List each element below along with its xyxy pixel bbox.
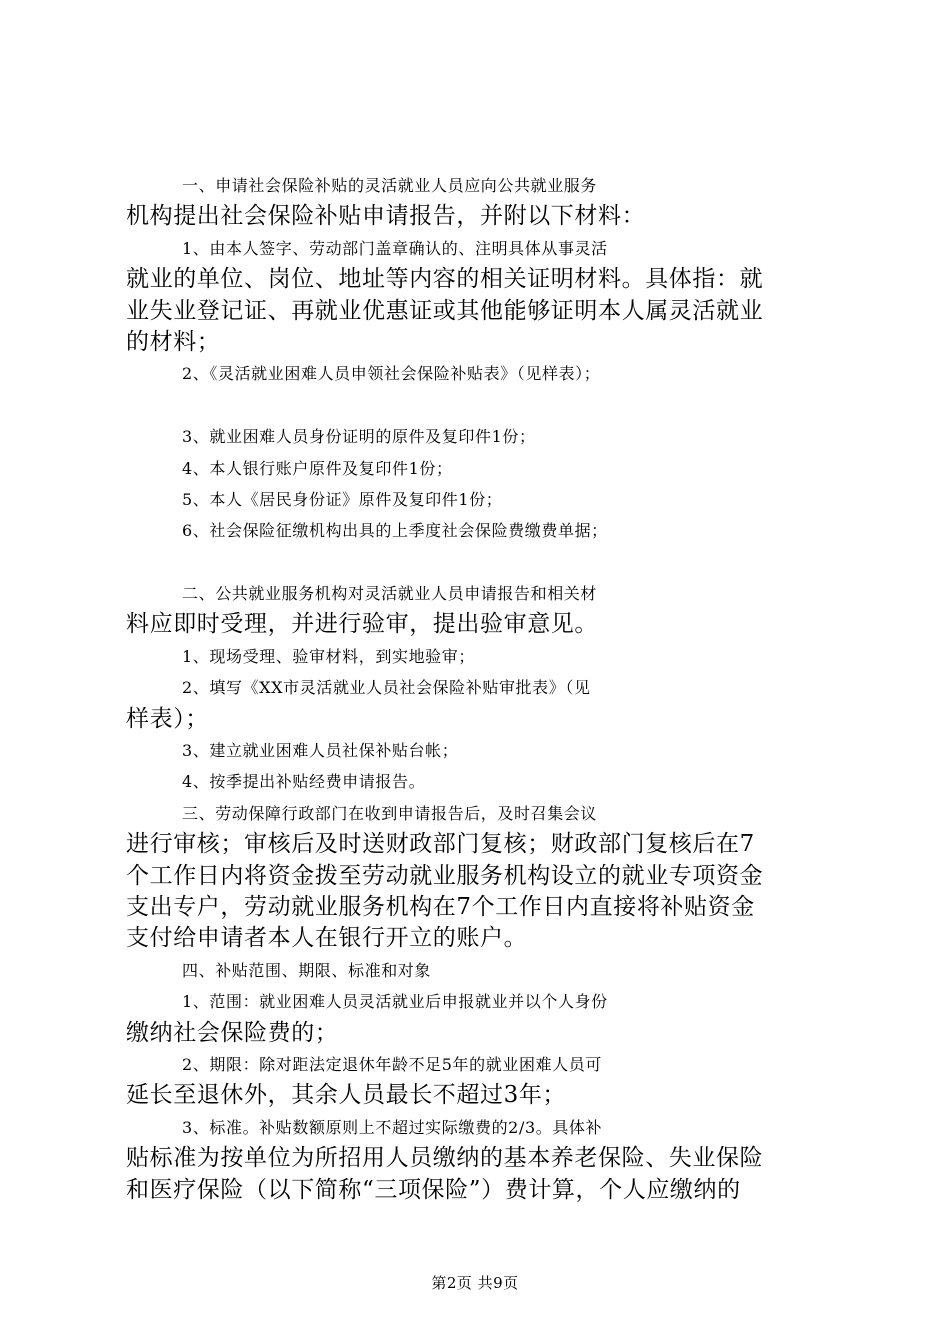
text-line: 5、本人《居民身份证》原件及复印件1份； — [182, 489, 503, 509]
text-line: 3、就业困难人员身份证明的原件及复印件1份； — [182, 427, 536, 447]
text-line: 3、标准。补贴数额原则上不超过实际缴费的2/3。具体补 — [182, 1117, 603, 1137]
page-footer: 第2页 共9页 — [431, 1274, 519, 1292]
text-line: 缴纳社会保险费的； — [126, 1019, 339, 1046]
text-line: 1、范围：就业困难人员灵活就业后申报就业并以个人身份 — [182, 992, 608, 1012]
text-line: 个工作日内将资金拨至劳动就业服务机构设立的就业专项资金 — [126, 862, 764, 889]
text-line: 1、由本人签字、劳动部门盖章确认的、注明具体从事灵活 — [182, 238, 608, 258]
text-line: 2、《灵活就业困难人员申领社会保险补贴表》（见样表）； — [182, 364, 601, 384]
text-line: 6、社会保险征缴机构出具的上季度社会保险费缴费单据； — [182, 521, 608, 541]
text-line: 4、按季提出补贴经费申请报告。 — [182, 772, 426, 792]
text-line: 1、现场受理、验审材料，到实地验审； — [182, 646, 475, 666]
text-line: 支付给申请者本人在银行开立的账户。 — [126, 925, 528, 952]
text-line: 延长至退休外，其余人员最长不超过3年； — [126, 1082, 567, 1109]
text-line: 进行审核；审核后及时送财政部门复核；财政部门复核后在7 — [126, 831, 755, 858]
text-line: 4、本人银行账户原件及复印件1份； — [182, 458, 453, 478]
text-line: 3、建立就业困难人员社保补贴台帐； — [182, 741, 459, 761]
text-line: 贴标准为按单位为所招用人员缴纳的基本养老保险、失业保险 — [126, 1145, 764, 1172]
text-line: 2、期限：除对距法定退休年龄不足5年的就业困难人员可 — [182, 1054, 602, 1074]
document-body — [126, 170, 832, 1206]
text-line: 支出专户，劳动就业服务机构在7个工作日内直接将补贴资金 — [126, 893, 755, 920]
text-line: 一、申请社会保险补贴的灵活就业人员应向公共就业服务 — [182, 176, 598, 195]
text-line: 和医疗保险（以下简称“三项保险”）费计算，个人应缴纳的 — [126, 1176, 741, 1203]
text-line: 二、公共就业服务机构对灵活就业人员申请报告和相关材 — [182, 584, 598, 604]
blank-line — [126, 390, 832, 421]
text-line: 的材料； — [126, 328, 221, 355]
text-line: 机构提出社会保险补贴申请报告，并附以下材料： — [126, 203, 646, 230]
blank-line — [126, 547, 832, 578]
text-line: 就业的单位、岗位、地址等内容的相关证明材料。具体指：就 — [126, 266, 764, 293]
text-line: 料应即时受理，并进行验审，提出验审意见。 — [126, 611, 598, 638]
text-line: 业失业登记证、再就业优惠证或其他能够证明本人属灵活就业 — [126, 297, 764, 324]
text-line: 四、补贴范围、期限、标准和对象 — [182, 960, 432, 980]
text-line: 三、劳动保障行政部门在收到申请报告后，及时召集会议 — [182, 803, 598, 823]
text-line: 样表）； — [126, 705, 209, 732]
text-line: 2、填写《XX市灵活就业人员社会保险补贴审批表》（见 — [182, 678, 591, 698]
